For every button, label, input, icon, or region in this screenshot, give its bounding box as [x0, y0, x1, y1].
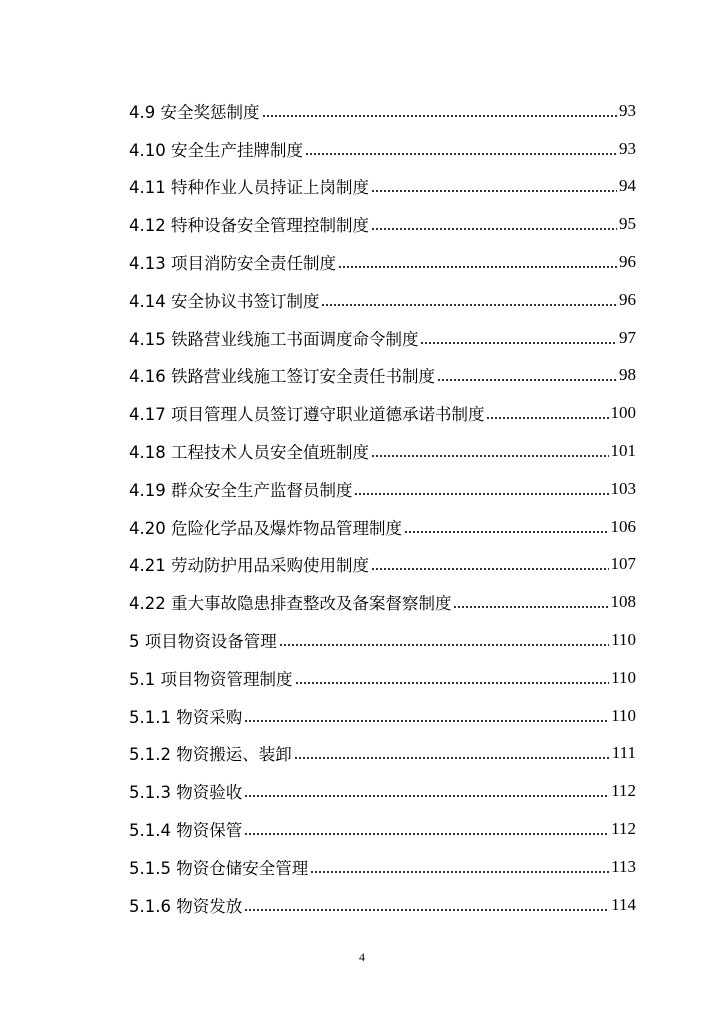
toc-entry-label: 5.1.3 物资验收: [129, 783, 243, 803]
toc-entry[interactable]: [129, 470, 636, 508]
toc-entry[interactable]: [129, 130, 636, 168]
toc-entry-page: 110: [611, 630, 636, 650]
toc-entry-label: 4.15 铁路营业线施工书面调度命令制度: [129, 329, 419, 349]
toc-entry-label: 4.17 项目管理人员签订遵守职业道德承诺书制度: [129, 405, 485, 425]
toc-dot-leader: [310, 869, 609, 875]
toc-entry-page: 96: [619, 252, 636, 272]
toc-entry[interactable]: [129, 357, 636, 395]
toc-entry-page: 96: [619, 289, 636, 309]
toc-entry-label: 4.21 劳动防护用品采购使用制度: [129, 556, 369, 576]
toc-entry[interactable]: [129, 848, 636, 886]
toc-entry[interactable]: [129, 432, 636, 470]
toc-entry[interactable]: [129, 394, 636, 432]
toc-entry[interactable]: [129, 886, 636, 924]
toc-dot-leader: [371, 566, 609, 572]
toc-entry[interactable]: [129, 621, 636, 659]
toc-entry-page: 98: [619, 365, 636, 385]
toc-dot-leader: [453, 604, 608, 610]
toc-entry[interactable]: [129, 735, 636, 773]
toc-entry[interactable]: [129, 659, 636, 697]
table-of-contents: [129, 92, 636, 924]
toc-dot-leader: [244, 793, 609, 799]
toc-entry-label: 4.16 铁路营业线施工签订安全责任书制度: [129, 367, 435, 387]
toc-entry-label: 4.20 危险化学品及爆炸物品管理制度: [129, 518, 402, 538]
page-number: 4: [359, 950, 365, 964]
toc-dot-leader: [371, 188, 617, 194]
toc-entry-label: 4.19 群众安全生产监督员制度: [129, 480, 353, 500]
toc-entry-label: 5.1.1 物资采购: [129, 707, 243, 727]
toc-entry-label: 5 项目物资设备管理: [129, 632, 277, 652]
toc-entry-page: 103: [610, 478, 636, 498]
toc-entry[interactable]: [129, 810, 636, 848]
toc-dot-leader: [437, 377, 617, 383]
toc-dot-leader: [244, 831, 609, 837]
toc-entry[interactable]: [129, 205, 636, 243]
toc-entry-label: 4.12 特种设备安全管理控制制度: [129, 216, 369, 236]
toc-dot-leader: [279, 642, 609, 648]
toc-entry-page: 114: [611, 894, 636, 914]
toc-entry[interactable]: [129, 508, 636, 546]
toc-entry-page: 108: [610, 592, 636, 612]
toc-entry[interactable]: [129, 772, 636, 810]
toc-entry-label: 5.1.6 物资发放: [129, 896, 243, 916]
toc-entry-label: 4.13 项目消防安全责任制度: [129, 254, 336, 274]
toc-dot-leader: [244, 907, 609, 913]
toc-dot-leader: [371, 226, 617, 232]
toc-dot-leader: [295, 680, 610, 686]
toc-entry[interactable]: [129, 697, 636, 735]
toc-entry-label: 5.1.5 物资仓储安全管理: [129, 858, 309, 878]
toc-entry-page: 93: [619, 138, 636, 158]
toc-entry-label: 5.1 项目物资管理制度: [129, 669, 293, 689]
toc-entry-label: 4.14 安全协议书签订制度: [129, 291, 320, 311]
toc-entry-page: 93: [619, 100, 636, 120]
toc-entry[interactable]: [129, 281, 636, 319]
toc-dot-leader: [244, 718, 609, 724]
toc-entry-label: 5.1.2 物资搬运、装卸: [129, 745, 292, 765]
toc-dot-leader: [305, 151, 617, 157]
toc-entry[interactable]: [129, 92, 636, 130]
toc-dot-leader: [420, 340, 617, 346]
toc-entry-page: 97: [619, 327, 636, 347]
toc-entry-page: 101: [610, 441, 636, 461]
toc-entry[interactable]: [129, 583, 636, 621]
toc-entry[interactable]: [129, 243, 636, 281]
toc-dot-leader: [371, 453, 609, 459]
toc-entry-page: 107: [610, 554, 636, 574]
toc-entry-label: 4.10 安全生产挂牌制度: [129, 140, 303, 160]
toc-dot-leader: [404, 529, 609, 535]
toc-entry-label: 4.22 重大事故隐患排查整改及备案督察制度: [129, 594, 452, 614]
toc-entry-label: 4.11 特种作业人员持证上岗制度: [129, 178, 369, 198]
toc-entry-page: 110: [611, 705, 636, 725]
toc-entry-label: 4.9 安全奖惩制度: [129, 102, 260, 122]
toc-dot-leader: [321, 302, 617, 308]
toc-entry-page: 112: [611, 819, 636, 839]
toc-entry-page: 100: [610, 403, 636, 423]
toc-entry-page: 111: [611, 743, 636, 763]
toc-entry-page: 106: [610, 516, 636, 536]
toc-dot-leader: [354, 491, 608, 497]
toc-dot-leader: [262, 113, 618, 119]
toc-dot-leader: [338, 264, 617, 270]
toc-entry-page: 113: [611, 856, 636, 876]
toc-dot-leader: [486, 415, 608, 421]
toc-entry[interactable]: [129, 168, 636, 206]
toc-entry-page: 95: [619, 214, 636, 234]
toc-dot-leader: [294, 755, 610, 761]
toc-entry-label: 4.18 工程技术人员安全值班制度: [129, 443, 369, 463]
toc-entry-page: 110: [611, 667, 636, 687]
toc-entry[interactable]: [129, 319, 636, 357]
toc-entry[interactable]: [129, 546, 636, 584]
toc-entry-page: 94: [619, 176, 636, 196]
toc-entry-label: 5.1.4 物资保管: [129, 821, 243, 841]
toc-entry-page: 112: [611, 781, 636, 801]
